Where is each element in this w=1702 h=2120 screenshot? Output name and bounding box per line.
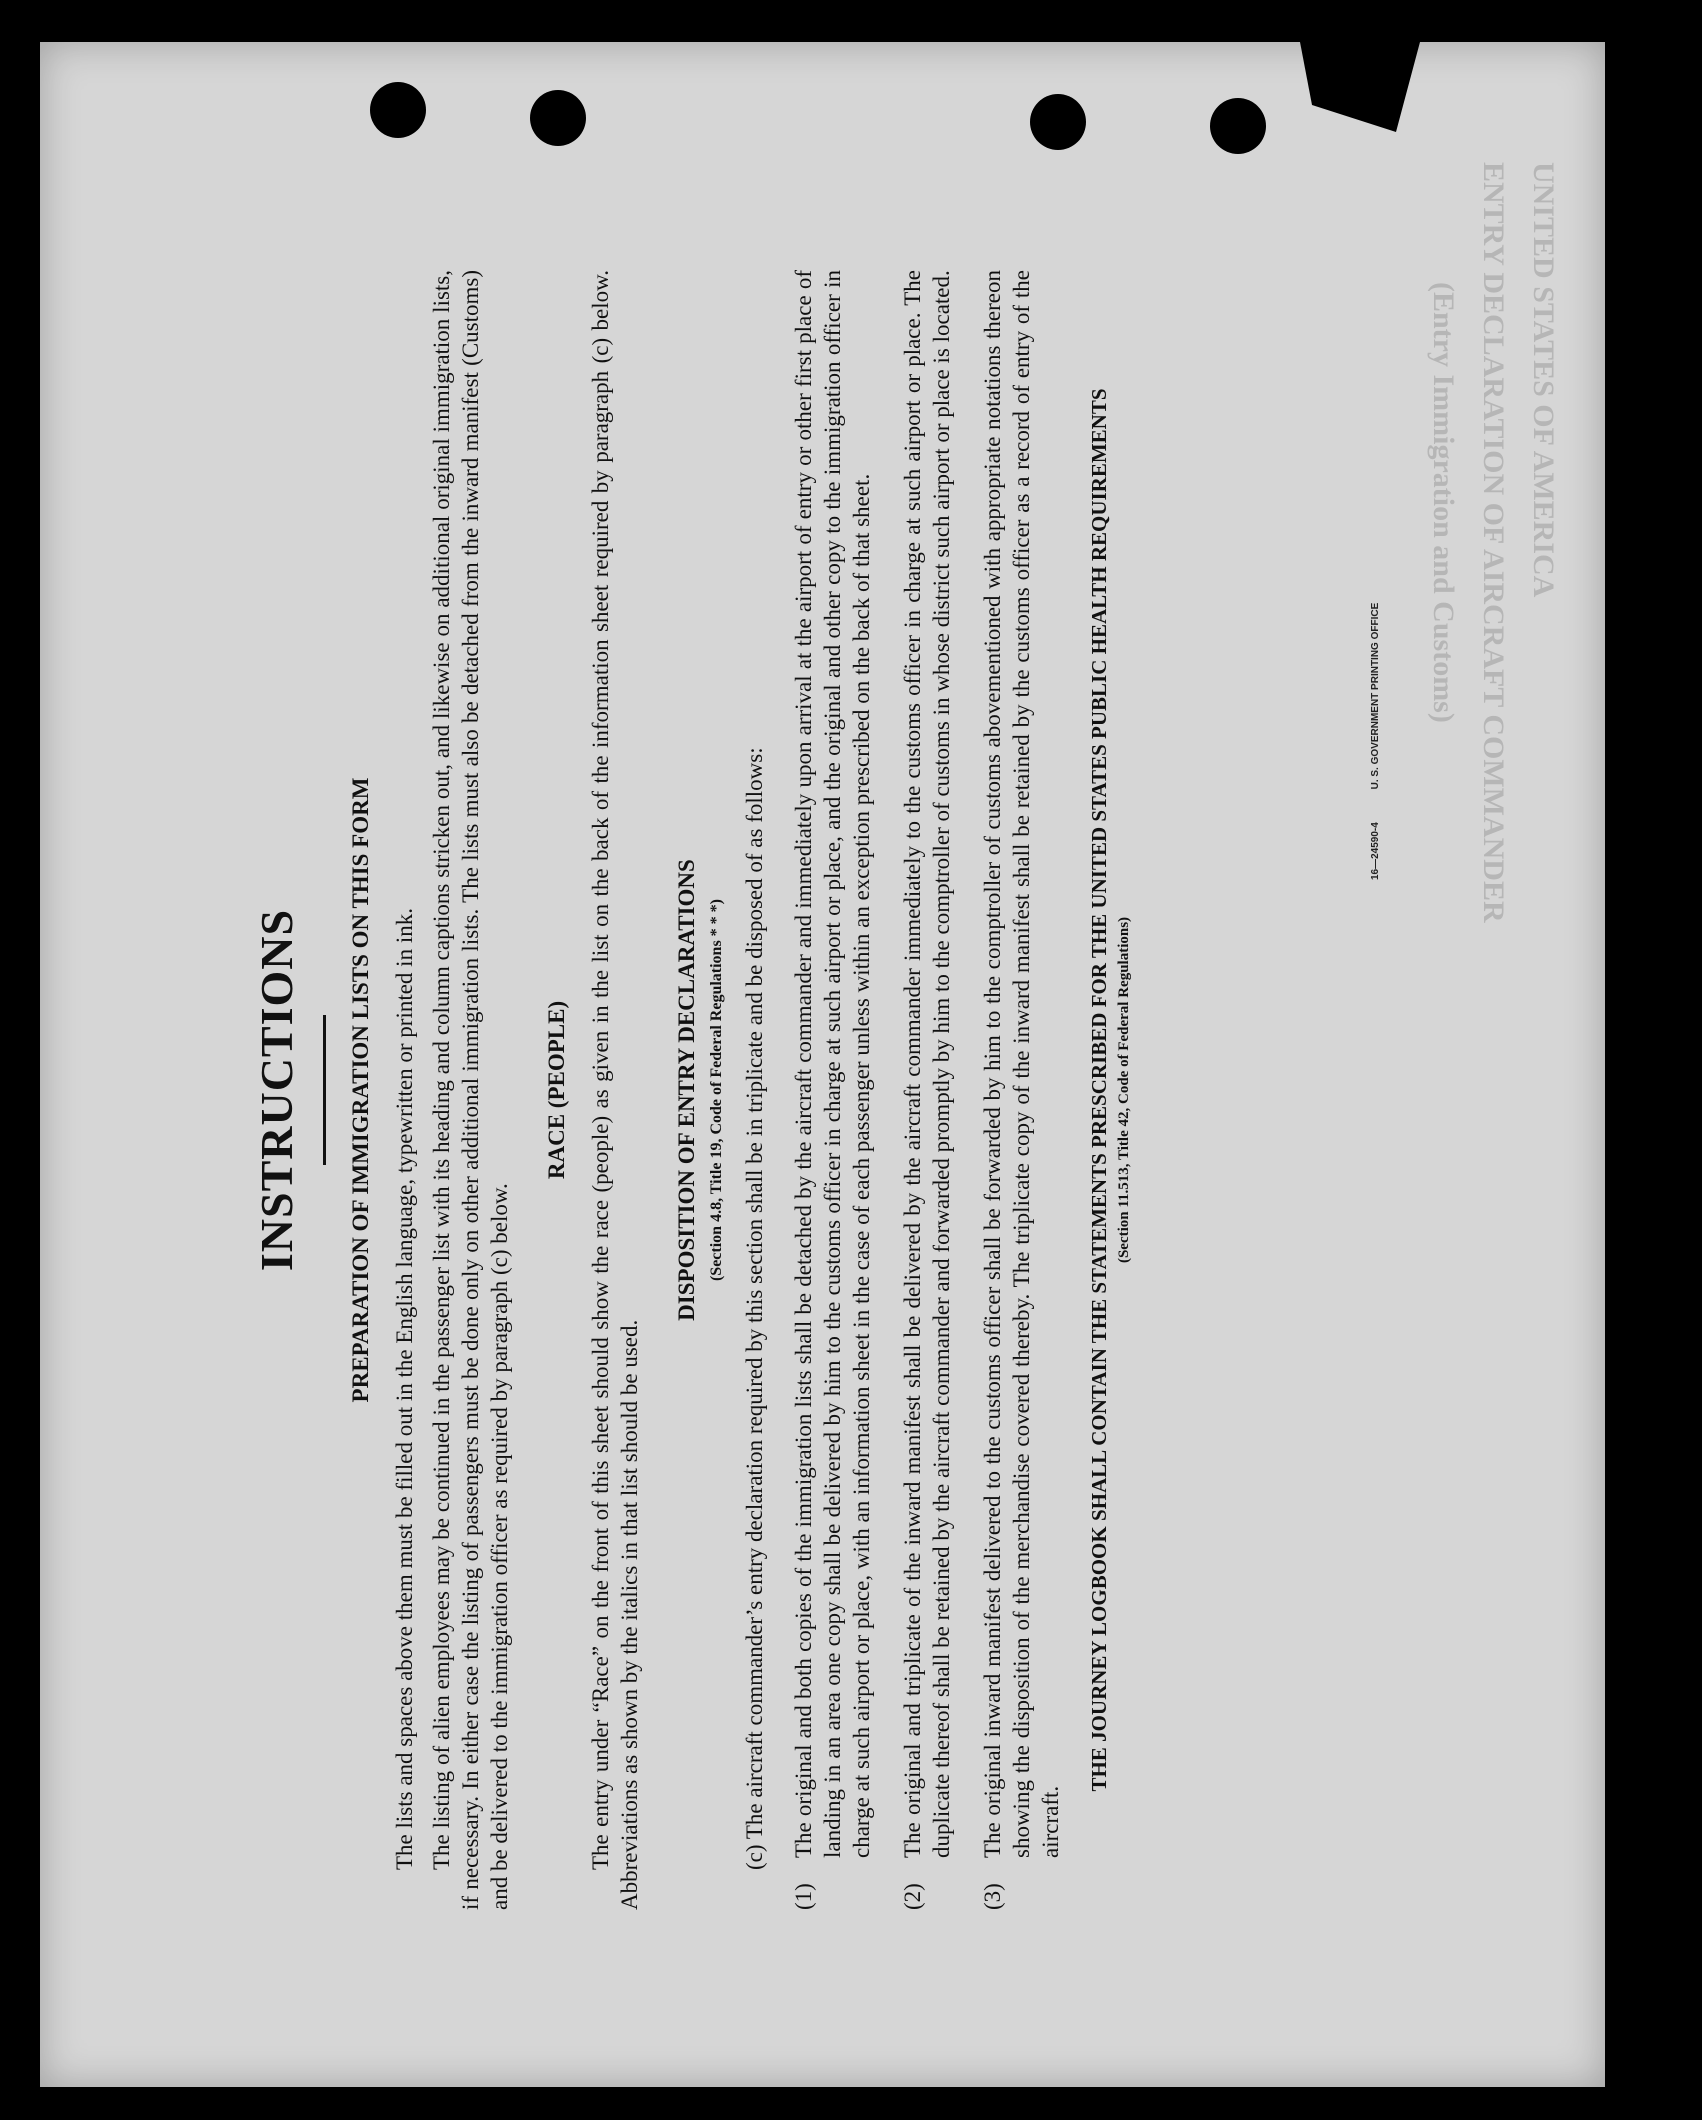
bleed-through-text: ENTRY DECLARATION OF AIRCRAFT COMMANDER (1477, 162, 1510, 923)
item-number: (1) (791, 1883, 816, 1910)
title-rule (323, 1015, 326, 1165)
bleed-through-text: UNITED STATES OF AMERICA (1527, 162, 1560, 598)
punch-hole (1030, 94, 1086, 150)
torn-corner (1300, 42, 1420, 132)
race-paragraph: The entry under “Race” on the front of this sheet should show the race (people) as given in the list on the back of the information sheet required by paragraph (c) below. Abbreviations as shown by the italics in that list should be used. (588, 270, 642, 1910)
prep-paragraph-2: The listing of alien employees may be continued in the passenger list with its heading and column captions stricken out, and likewise on additional original immigration lists, if necessary. In either case the listing of passengers must be done only on other additional immigration lists. The lists must also be detached from the inward manifest (Customs) and be delivered to the immigration officer as required by paragraph (c) below. (429, 270, 512, 1910)
race-heading: RACE (PEOPLE) (544, 1000, 569, 1180)
punch-hole (530, 90, 586, 146)
list-item (789, 270, 876, 1910)
list-item (898, 270, 956, 1910)
item-text: The original inward manifest delivered to the customs officer shall be forwarded by him to the comptroller of customs abovementioned with appropriate notations thereon showing the disposition of the merchandise covered thereby. The triplicate copy of the inward manifest shall be retained by the customs officer as a record of entry of the aircraft. (980, 270, 1063, 1858)
bleed-through-text: (Entry Immigration and Customs) (1427, 282, 1460, 723)
list-item (978, 270, 1065, 1910)
punch-hole (1210, 98, 1266, 154)
prep-paragraph-1: The lists and spaces above them must be filled out in the English language, typewritten or printed in ink. (392, 908, 417, 1870)
printer-name: U. S. GOVERNMENT PRINTING OFFICE (1370, 602, 1381, 790)
item-text: The original and triplicate of the inward manifest shall be delivered by the aircraft commander immediately to the customs officer in charge at such airport or place. The duplicate thereof shall be retained by the aircraft commander and forwarded promptly by him to the comptroller of customs in whose district such airport or place is located. (900, 270, 954, 1858)
logbook-requirement: THE JOURNEY LOGBOOK SHALL CONTAIN THE STATEMENTS PRESCRIBED FOR THE UNITED STATES PUBLIC HEALTH REQUIREMENTS (1087, 388, 1111, 1792)
page-title: INSTRUCTIONS (251, 908, 302, 1272)
form-code: 16—24590-4 (1370, 822, 1381, 880)
disposition-citation: (Section 4.8, Title 19, Code of Federal Regulations * * *) (708, 898, 725, 1282)
print-footer (1370, 550, 1381, 880)
instructions-content (250, 270, 1380, 1910)
disposition-heading: DISPOSITION OF ENTRY DECLARATIONS (674, 859, 699, 1321)
prep-heading: PREPARATION OF IMMIGRATION LISTS ON THIS FORM (348, 777, 373, 1403)
item-number: (2) (900, 1883, 925, 1910)
disposition-paragraph-c: (c) The aircraft commander’s entry declaration required by this section shall be in triplicate and be disposed of as follows: (742, 747, 767, 1870)
item-number: (3) (980, 1883, 1005, 1910)
punch-hole (370, 82, 426, 138)
logbook-citation: (Section 11.513, Title 42, Code of Federal Regulations) (1116, 916, 1132, 1264)
item-text: The original and both copies of the immigration lists shall be detached by the aircraft commander and immediately upon arrival at the airport of entry or other first place of landing in an area one copy shall be delivered by him to the customs officer in charge at such airport or place, and the original and other copy to the immigration officer in charge at such airport or place, with an information sheet in the case of each passenger unless within an exception prescribed on the back of that sheet. (791, 270, 874, 1858)
